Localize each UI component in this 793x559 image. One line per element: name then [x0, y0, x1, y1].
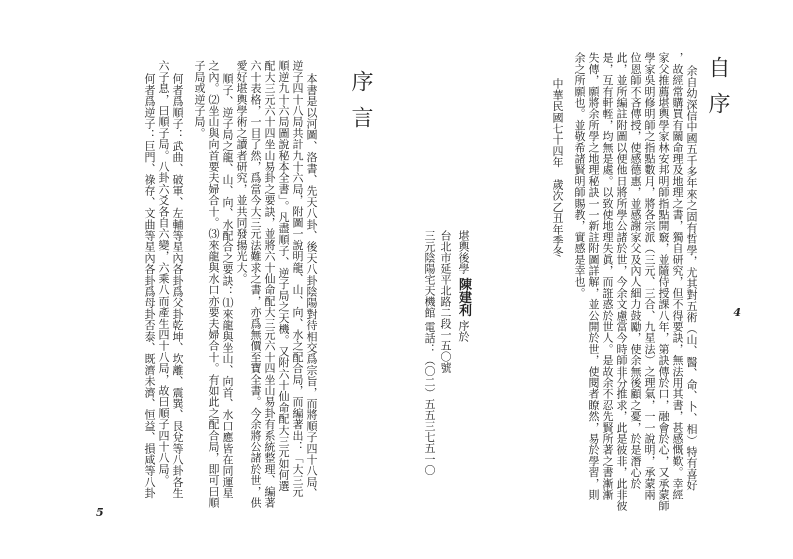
right-page [396, 0, 793, 559]
signature-prefix: 堪輿後學 [457, 230, 470, 274]
text-column: 子局或逆子局。 [193, 60, 206, 139]
page-title: 序言 [348, 70, 373, 142]
studio-name: 三元陰陽宅天機館 電話：（〇二）五五三七五一〇 [423, 230, 436, 476]
text-column: 愛好堪輿學術之讀者研究，並共同發揚光大。 [235, 60, 248, 284]
text-column: 失傳，願將余所學之地理秘訣一一新註附圖詳解，並公開於世，使閱者瞭然，易於學習，則 [587, 52, 600, 500]
studio-label: 三元陰陽宅天機館 [423, 230, 436, 318]
author-name: 陳建利 [456, 277, 471, 317]
text-column: 學家吳明修明師之指點數月，將各宗派（三元、三合、九星法）之理氣，一一說明，承蒙兩 [643, 52, 656, 500]
text-column: 順逆九十六局圖說秘本全書」。凡盡順子、逆子局之天機。又附六十仙命配大三元如何選 [277, 60, 290, 492]
page-number: 5 [96, 506, 104, 519]
text-column: ，故經常購買有關命理及地理之書，獨自研究，但不得要訣，無法用其書，甚感慨歎。幸經 [671, 52, 684, 500]
text-column: 此，並所編註附圖以便他日將所學公諸於世，今余文慮當今時師非分推求，此是彼非，此非彼 [615, 52, 628, 512]
text-column: 中華民國七十四年 歲次乙丑年季冬 [551, 78, 564, 258]
text-column: 之內。⑵坐山與向首要夫婦合十。⑶來龍與水口亦要夫婦合十。有如此之配合局，即可曰順 [207, 60, 220, 508]
signature-suffix: 序於 [457, 320, 470, 342]
left-page [0, 0, 396, 559]
text-column: 余之所願也。並敬希諸賢明師賜教，實感是幸也。 [573, 52, 586, 299]
body-text [550, 52, 698, 512]
text-column: 配大三元六十四坐山易卦之要訣，並將六十仙命配大三元六十四坐山易卦有系統整理、編著 [263, 60, 276, 508]
text-column: 六子息，曰順子局。八卦六爻各自六變，六乘八而產生四十八局，故曰順子四十八局。 [157, 60, 170, 486]
text-column: 逆子四十八局共計九十六局，附圖一說明龍、山、向、水之配合局，而編著出：「大三元 [291, 60, 304, 497]
text-column: 何者爲逆子：巨門、祿存、文曲等星內各卦爲母卦否泰、既濟未濟、恒益、損咸等八卦 [143, 73, 156, 499]
author-signature [456, 230, 471, 342]
text-column: 六十表格，一目了然，爲當今大三元法難求之書，亦爲無價至寶全書。今余將公諸於世，供 [249, 60, 262, 508]
text-column: 何者爲順子：武曲、破軍、左輔等星內各卦爲父卦乾坤、坎離、震巽、艮兌等八卦各生 [171, 73, 184, 499]
page-number: 4 [733, 306, 741, 319]
text-column: 位恩師不吝傳授，使感德惠，並感謝家父及內人細力鼓勵，使余無後顧之憂，於是潛心於 [629, 52, 642, 489]
text-column: 順子、逆子局之龍、山、向、水配合之要訣：⑴來龍與坐山、向首、水口應皆在同運星 [221, 73, 234, 499]
phone-label: 電話 [423, 321, 436, 344]
phone-number: （〇二）五五三七五一〇 [423, 354, 436, 476]
body-text [142, 60, 318, 508]
author-address: 台北市延平北路二段一五〇號 [439, 230, 452, 373]
text-column: 家父推薦堪輿學家林安邦明師指點開竅，並隨侍授課八年，第訣傳於口，融會於心，又承蒙師 [657, 52, 670, 512]
text-column: 本書是以河圖、洛書、先天八卦、後天八卦陰陽對待相交爲宗旨，而將順子四十八局、 [305, 73, 318, 499]
text-column: 余自幼深信中國五千多年來之固有哲學，尤其對五術（山、醫、命、卜、相）特有喜好 [685, 65, 698, 491]
page-title: 自序 [705, 56, 730, 128]
text-column: 是，互有軒輊，均無是處。以致使地理失眞，而誑惑於世人。是故余不忍先賢所著之書漸漸 [601, 52, 614, 500]
